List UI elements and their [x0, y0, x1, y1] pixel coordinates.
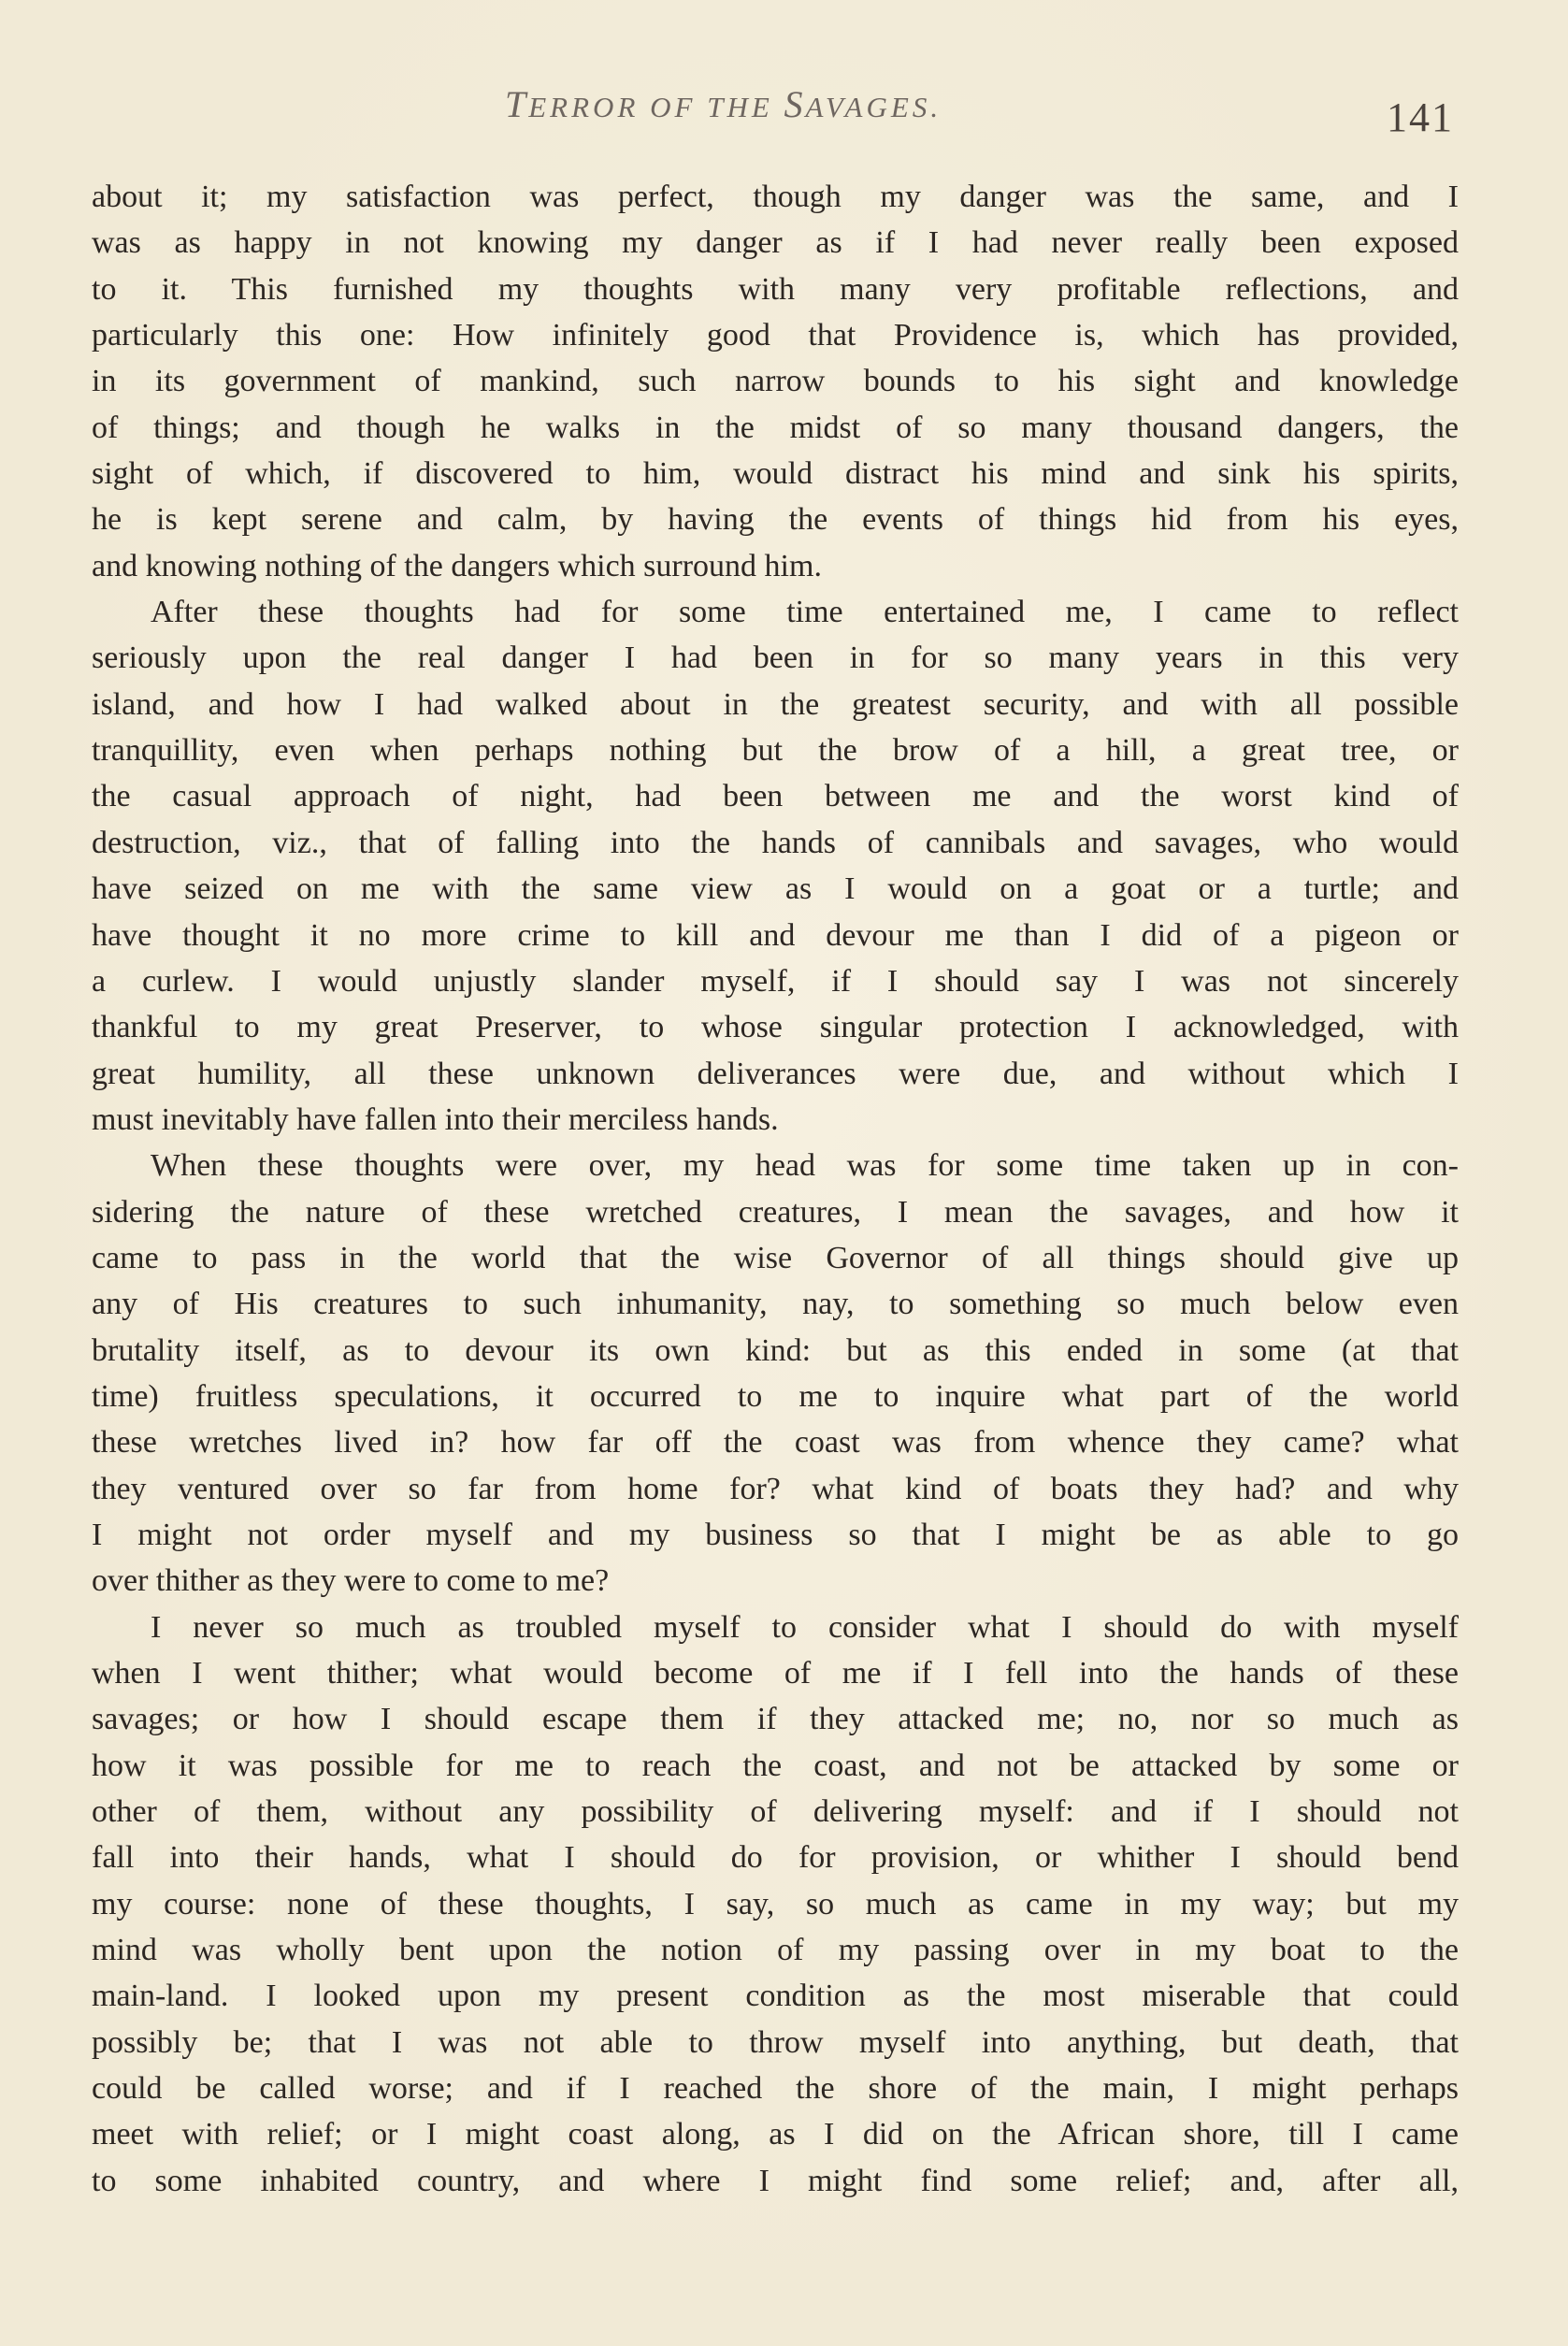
text-line: possibly be; that I was not able to throw myself into anything, but death, that [92, 2024, 1459, 2060]
text-line: to it. This furnished my thoughts with many very profitable reflections, and [92, 271, 1459, 307]
running-head [505, 82, 1066, 126]
text-line: when I went thither; what would become of me if I fell into the hands of these [92, 1656, 1459, 1691]
text-line: over thither as they were to come to me? [92, 1563, 610, 1599]
page-number: 141 [1387, 94, 1454, 140]
text-line: any of His creatures to such inhumanity, nay, to something so much below even [92, 1287, 1459, 1322]
paragraph-first-line: After these thoughts had for some time entertained me, I came to reflect [151, 595, 1459, 630]
text-line: a curlew. I would unjustly slander myself, if I should say I was not sincerely [92, 963, 1459, 999]
text-line: sidering the nature of these wretched creatures, I mean the savages, and how it [92, 1194, 1459, 1230]
running-head-initial-t: T [505, 83, 529, 125]
text-line: fall into their hands, what I should do for provision, or whither I should bend [92, 1840, 1459, 1876]
text-line: other of them, without any possibility of delivering myself: and if I should not [92, 1794, 1459, 1830]
body-text [92, 174, 1459, 2204]
text-line: destruction, viz., that of falling into the hands of cannibals and savages, who would [92, 825, 1459, 860]
text-line: the casual approach of night, had been between me and the worst kind of [92, 779, 1459, 814]
running-head-initial-s: S [784, 83, 806, 125]
text-line: how it was possible for me to reach the coast, and not be attacked by some or [92, 1748, 1459, 1783]
text-line: have thought it no more crime to kill and devour me than I did of a pigeon or [92, 917, 1459, 953]
text-line: thankful to my great Preserver, to whose singular protection I acknowledged, with [92, 1010, 1459, 1045]
running-head-smallcaps-2: AVAGES. [805, 91, 942, 123]
text-line: my course: none of these thoughts, I say, so much as came in my way; but my [92, 1886, 1459, 1921]
text-line: sight of which, if discovered to him, would distract his mind and sink his spirits, [92, 456, 1459, 492]
text-line: tranquillity, even when perhaps nothing but the brow of a hill, a great tree, or [92, 733, 1459, 769]
text-line: and knowing nothing of the dangers which surround him. [92, 548, 822, 583]
text-line: he is kept serene and calm, by having the events of things hid from his eyes, [92, 502, 1459, 538]
text-line: came to pass in the world that the wise Governor of all things should give up [92, 1240, 1459, 1275]
text-line: time) fruitless speculations, it occurred to me to inquire what part of the world [92, 1378, 1459, 1414]
text-line: have seized on me with the same view as I would on a goat or a turtle; and [92, 871, 1459, 907]
text-line: I might not order myself and my business so that I might be as able to go [92, 1517, 1459, 1552]
text-line: particularly this one: How infinitely good that Providence is, which has provided, [92, 318, 1459, 353]
text-line: savages; or how I should escape them if they attacked me; no, nor so much as [92, 1702, 1459, 1737]
text-line: in its government of mankind, such narrow bounds to his sight and knowledge [92, 364, 1459, 399]
text-line: meet with relief; or I might coast along, as I did on the African shore, till I came [92, 2117, 1459, 2152]
text-line: mind was wholly bent upon the notion of my passing over in my boat to the [92, 1933, 1459, 1968]
text-line: brutality itself, as to devour its own kind: but as this ended in some (at that [92, 1332, 1459, 1368]
paragraph-first-line: When these thoughts were over, my head was for some time taken up in con- [151, 1148, 1459, 1184]
text-line: to some inhabited country, and where I might find some relief; and, after all, [92, 2163, 1459, 2198]
text-line: about it; my satisfaction was perfect, though my danger was the same, and I [92, 180, 1459, 214]
text-line: main-land. I looked upon my present condition as the most miserable that could [92, 1979, 1459, 2014]
text-line: great humility, all these unknown deliverances were due, and without which I [92, 1056, 1459, 1091]
paragraph-first-line: I never so much as troubled myself to consider what I should do with myself [151, 1609, 1459, 1645]
text-line: was as happy in not knowing my danger as if I had never really been exposed [92, 225, 1459, 261]
text-line: seriously upon the real danger I had been in for so many years in this very [92, 640, 1459, 676]
text-line: island, and how I had walked about in the greatest security, and with all possible [92, 686, 1459, 722]
text-line: of things; and though he walks in the midst of so many thousand dangers, the [92, 410, 1459, 445]
running-head-smallcaps-1: ERROR OF THE [528, 91, 784, 123]
text-line: must inevitably have fallen into their merciless hands. [92, 1101, 779, 1137]
text-line: could be called worse; and if I reached the shore of the main, I might perhaps [92, 2071, 1459, 2107]
text-line: they ventured over so far from home for? what kind of boats they had? and why [92, 1471, 1459, 1506]
text-line: these wretches lived in? how far off the coast was from whence they came? what [92, 1425, 1459, 1461]
